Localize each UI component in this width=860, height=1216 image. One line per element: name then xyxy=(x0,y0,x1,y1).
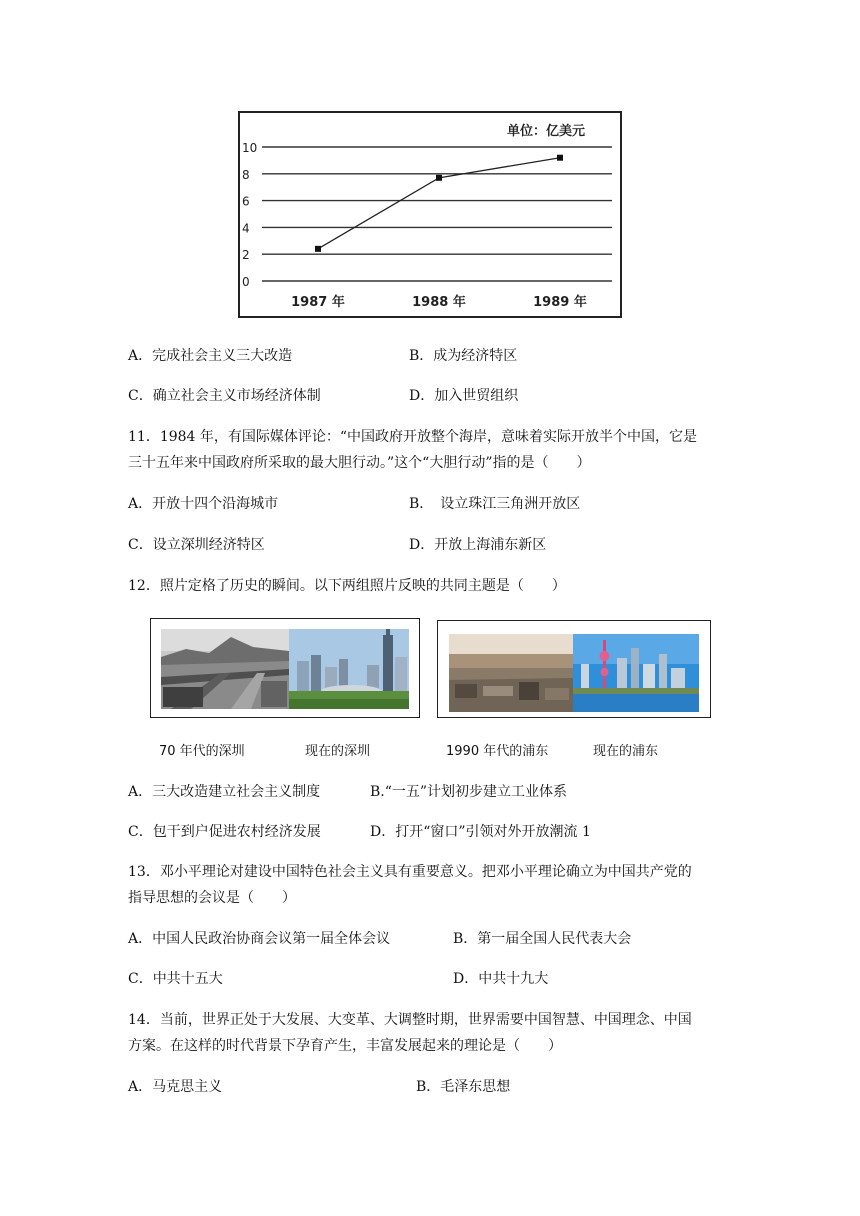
x-tick-label: 1987 年 xyxy=(291,295,345,310)
series-line xyxy=(318,158,560,249)
q12-option-c: C．包干到户促进农村经济发展 xyxy=(128,824,321,840)
q11-stem-line-1: 11．1984 年，有国际媒体评论：“中国政府开放整个海岸，意味着实际开放半个中国，它是 xyxy=(128,429,698,445)
q14-stem-line-2: 方案。在这样的时代背景下孕育产生，丰富发展起来的理论是（ ） xyxy=(128,1038,562,1054)
x-tick-label: 1988 年 xyxy=(412,295,466,310)
y-tick-label: 8 xyxy=(242,167,250,182)
y-tick-label: 0 xyxy=(242,275,250,289)
data-point-marker xyxy=(436,175,442,181)
shenzhen-now-photo xyxy=(289,629,409,709)
q13-option-c: C．中共十五大 xyxy=(128,971,223,987)
pudong-now-photo xyxy=(573,634,699,712)
caption-shenzhen-now: 现在的深圳 xyxy=(305,744,371,759)
shenzhen-1970s-photo xyxy=(161,629,289,709)
q10-option-c: C．确立社会主义市场经济体制 xyxy=(128,388,321,404)
q13-option-a: A．中国人民政治协商会议第一届全体会议 xyxy=(128,931,391,947)
q12-option-a: A．三大改造建立社会主义制度 xyxy=(128,784,321,800)
q14-stem-line-1: 14．当前，世界正处于大发展、大变革、大调整时期，世界需要中国智慧、中国理念、中国 xyxy=(128,1012,692,1028)
q11-option-d: D．开放上海浦东新区 xyxy=(409,537,547,553)
q12-stem: 12．照片定格了历史的瞬间。以下两组照片反映的共同主题是（ ） xyxy=(128,578,566,594)
chart-unit-label: 单位：亿美元 xyxy=(506,124,585,139)
investment-line-chart xyxy=(238,111,622,318)
q13-option-b: B．第一届全国人民代表大会 xyxy=(453,931,632,947)
chart-svg xyxy=(240,113,620,316)
q12-option-b: B.“一五”计划初步建立工业体系 xyxy=(370,784,568,800)
caption-shenzhen-1970s: 70 年代的深圳 xyxy=(159,744,245,759)
q11-option-a: A．开放十四个沿海城市 xyxy=(128,496,279,512)
x-tick-label: 1989 年 xyxy=(533,295,587,310)
q10-option-a: A．完成社会主义三大改造 xyxy=(128,348,293,364)
pudong-1990s-photo xyxy=(449,634,573,712)
y-tick-label: 10 xyxy=(242,141,258,155)
q11-stem-line-2: 三十五年来中国政府所采取的最大胆行动。”这个“大胆行动”指的是（ ） xyxy=(128,455,591,471)
data-point-marker xyxy=(557,155,563,161)
q13-stem-line-1: 13．邓小平理论对建设中国特色社会主义具有重要意义。把邓小平理论确立为中国共产党的 xyxy=(128,864,692,880)
q14-option-a: A．马克思主义 xyxy=(128,1079,223,1095)
q14-option-b: B．毛泽东思想 xyxy=(416,1079,511,1095)
caption-pudong-1990s: 1990 年代的浦东 xyxy=(446,744,549,759)
q10-option-b: B．成为经济特区 xyxy=(409,348,518,364)
y-tick-label: 6 xyxy=(242,194,250,209)
photo-group-shenzhen xyxy=(150,618,420,718)
q11-option-c: C．设立深圳经济特区 xyxy=(128,537,265,553)
y-tick-label: 2 xyxy=(242,248,250,263)
q11-option-b: B． 设立珠江三角洲开放区 xyxy=(409,496,581,512)
caption-pudong-now: 现在的浦东 xyxy=(593,744,659,759)
q10-option-d: D．加入世贸组织 xyxy=(409,388,519,404)
data-point-marker xyxy=(315,246,321,252)
photo-group-pudong xyxy=(437,620,711,718)
q13-stem-line-2: 指导思想的会议是（ ） xyxy=(128,890,296,906)
q12-option-d: D．打开“窗口”引领对外开放潮流 1 xyxy=(370,824,591,840)
y-tick-label: 4 xyxy=(242,221,250,236)
q13-option-d: D．中共十九大 xyxy=(453,971,549,987)
